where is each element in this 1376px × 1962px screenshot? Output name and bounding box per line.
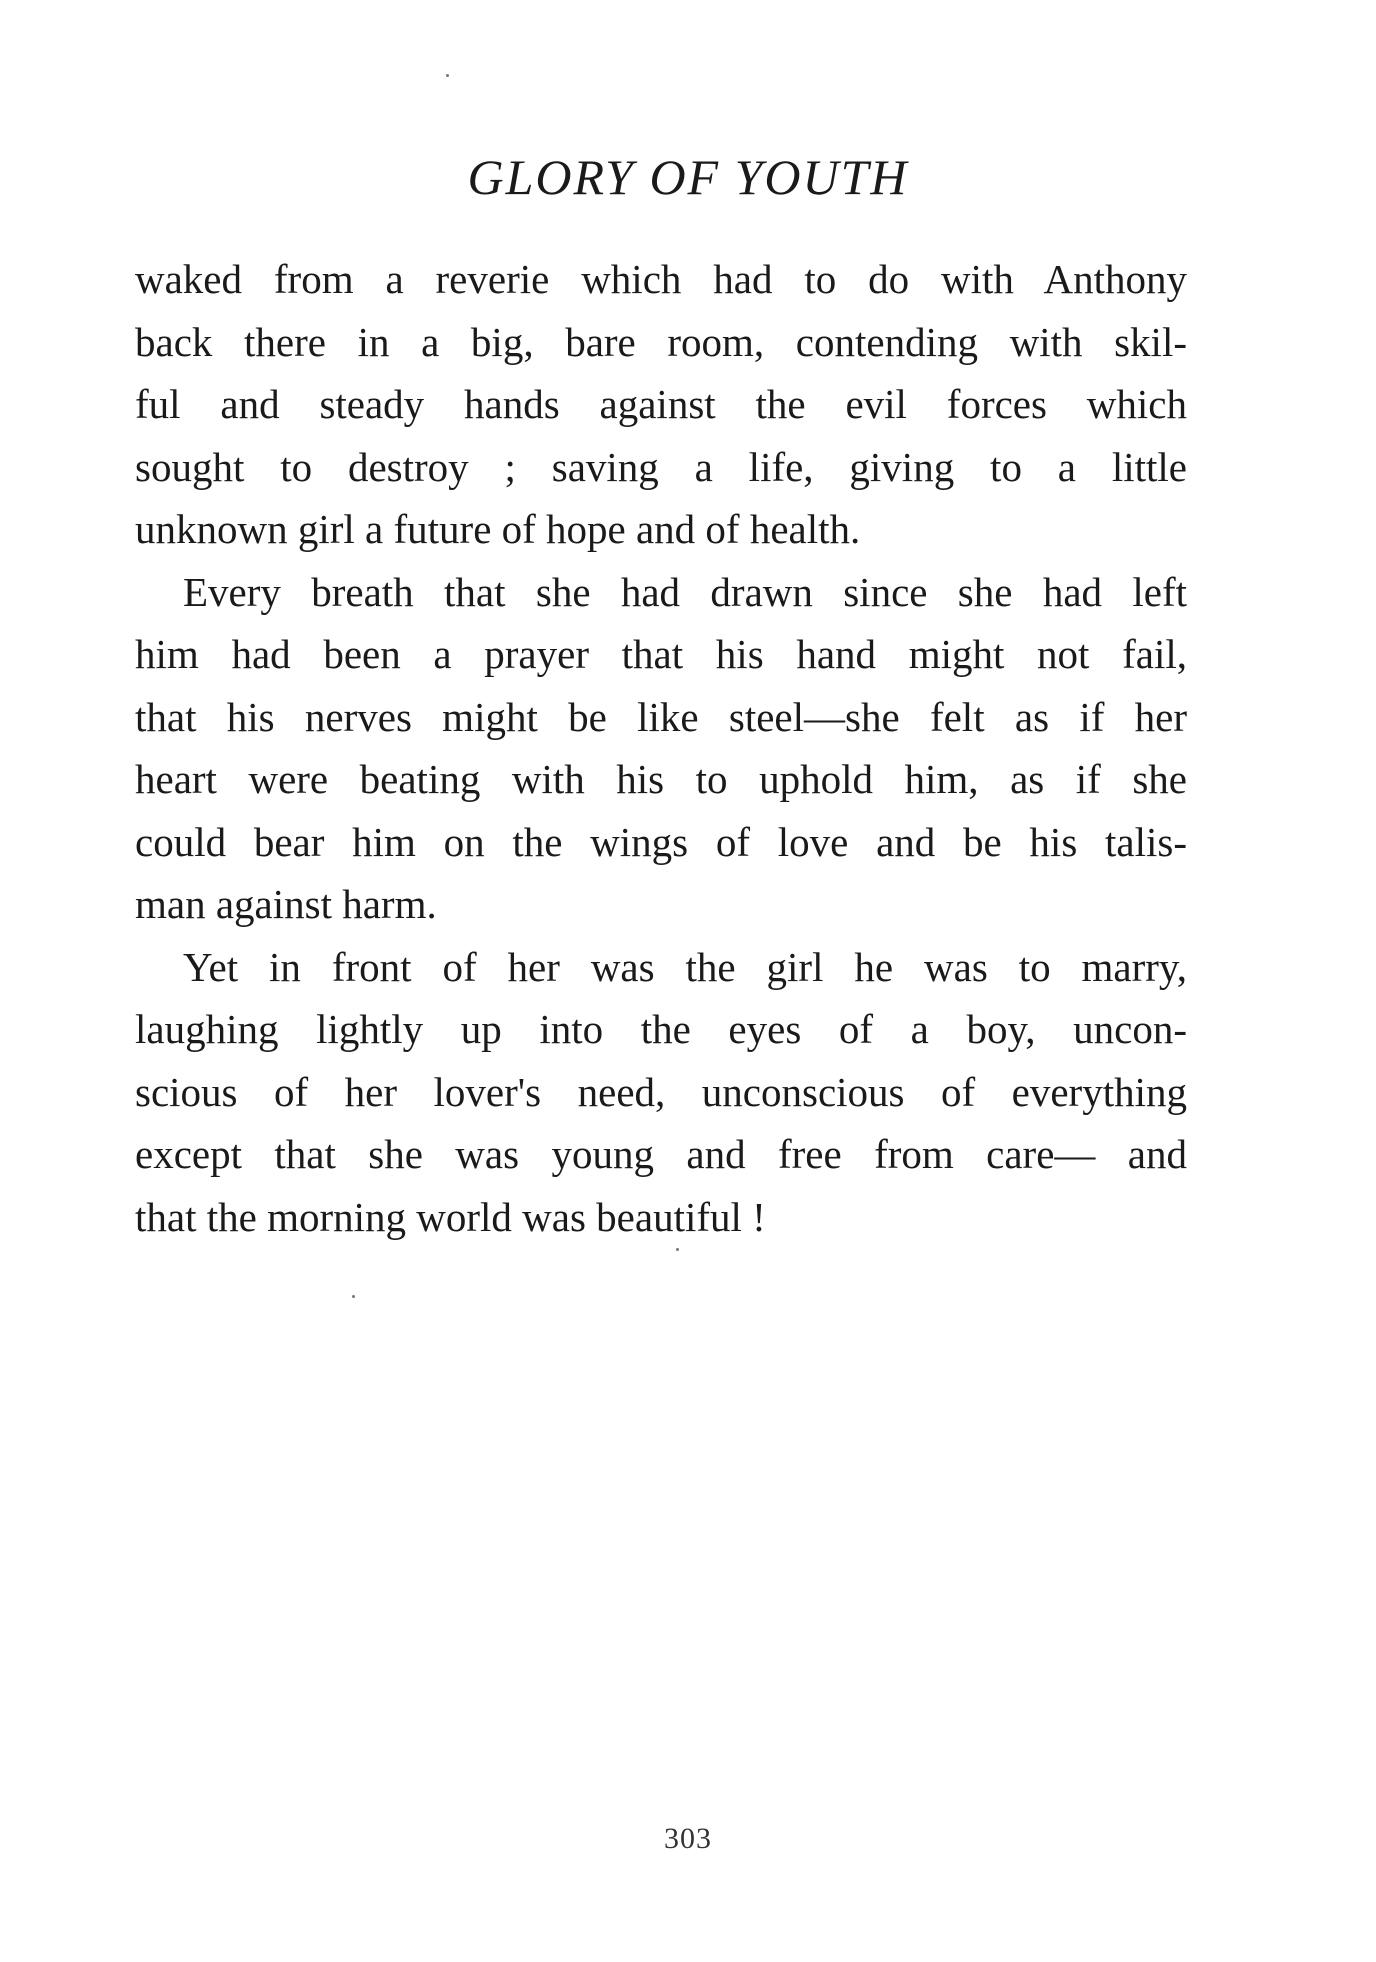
print-speck bbox=[352, 1295, 355, 1298]
body-text bbox=[135, 248, 1187, 1248]
text-line: waked from a reverie which had to do with Anthony bbox=[135, 256, 1187, 302]
paragraph bbox=[135, 936, 1187, 1249]
text-line: scious of her lover's need, unconscious of everything bbox=[135, 1068, 1187, 1115]
text-line: Every breath that she had drawn since she had left bbox=[183, 568, 1187, 615]
running-head: GLORY OF YOUTH bbox=[467, 149, 909, 205]
print-speck bbox=[446, 74, 449, 77]
print-speck bbox=[676, 1248, 679, 1251]
text-line: Yet in front of her was the girl he was to marry, bbox=[183, 943, 1187, 990]
paragraph bbox=[135, 561, 1187, 936]
text-line: except that she was young and free from care— and bbox=[135, 1131, 1187, 1177]
text-line: back there in a big, bare room, contending with skil- bbox=[135, 318, 1187, 365]
page-number: 303 bbox=[664, 1822, 712, 1855]
text-line: that his nerves might be like steel—she felt as if her bbox=[135, 693, 1187, 740]
paragraph bbox=[135, 248, 1187, 561]
text-line: heart were beating with his to uphold him, as if she bbox=[135, 756, 1187, 802]
text-line: laughing lightly up into the eyes of a boy, uncon- bbox=[135, 1006, 1187, 1052]
text-line: sought to destroy ; saving a life, giving to a little bbox=[135, 443, 1187, 490]
text-line: unknown girl a future of hope and of health. bbox=[135, 506, 861, 552]
text-line: could bear him on the wings of love and be his talis- bbox=[135, 818, 1187, 865]
text-line: that the morning world was beautiful ! bbox=[135, 1193, 766, 1240]
text-line: him had been a prayer that his hand might not fail, bbox=[135, 631, 1187, 677]
text-line: ful and steady hands against the evil forces which bbox=[135, 381, 1187, 427]
text-line: man against harm. bbox=[135, 881, 437, 927]
